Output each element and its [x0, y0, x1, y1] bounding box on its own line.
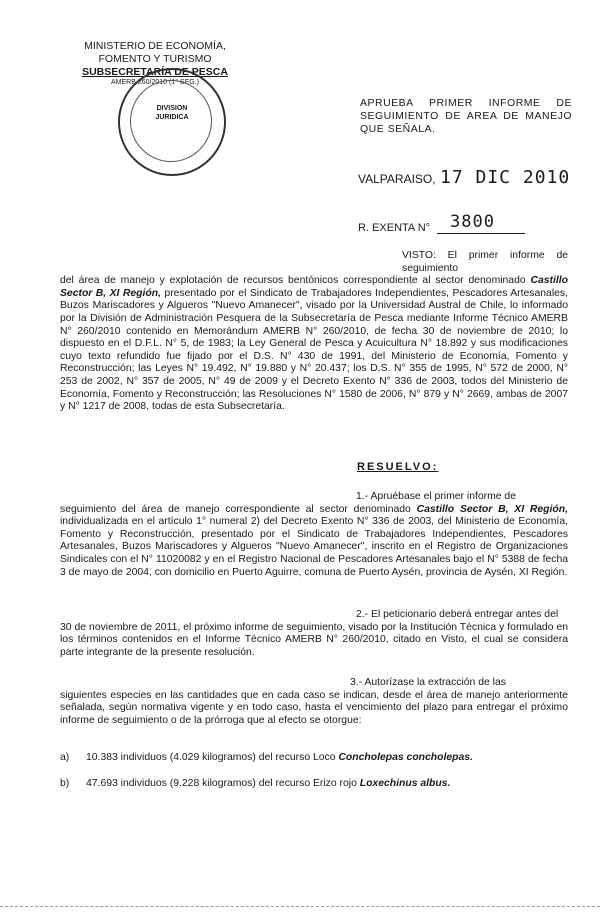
list-item-text	[86, 752, 473, 763]
article-1-text-b: individualizada en el artículo 1° numeral 2) del Decreto Exento N° 336 de 2003, del Ministerio de Economía, Fomento y Reconstrucción, presentado por el Sindicato de Trabajadores Independientes, Pescadores Artesanales, Buzos Mariscadores y Algueros "Nuevo Amanecer", inscrito en el Registro de Organizaciones Sindicales con el N° 11020082 y en el Registro Nacional de Pescadores Artesanales bajo el N° 5388 de fecha 3 de mayo de 2004, con domicilio en Puerto Aguirre, comuna de Puerto Aysén, provincia de Aysén, XI Región.	[60, 516, 568, 578]
visto-text-b: presentado por el Sindicato de Trabajadores Independientes, Pescadores Artesanales, Buzos Mariscadores y Algueros "Nuevo Amanecer", visado por la Universidad Austral de Chile, lo informado por la División de Administración Pesquera de la Subsecretaría de Pesca mediante Informe Técnico AMERB N° 260/2010 contenido en Memorándum AMERB N° 260/2010, de fecha 30 de noviembre de 2010; lo dispuesto en el D.F.L. N° 5, de 1983; la Ley General de Pesca y Acuicultura N° 18.892 y sus modificaciones cuyo texto refundido fue fijado por el D.S. N° 430 de 1991, del Ministerio de Economía, Fomento y Reconstrucción; las Leyes N° 19.492, N° 19.880 y N° 20.437; los D.S. N° 355 de 1995, N° 572 de 2000, N° 253 de 2002, N° 357 de 2005, N° 49 de 2009 y el Decreto Exento N° 336 de 2003, todos del Ministerio de Economía, Fomento y Reconstrucción; las Resoluciones N° 1580 de 2006, N° 879 y N° 2669, ambas de 2007 y N° 1217 de 2008, todas de esta Subsecretaría.	[60, 287, 568, 413]
list-item	[60, 752, 568, 778]
list-item-label: b)	[60, 778, 70, 789]
visto-text-a: del área de manejo y explotación de recursos bentónicos correspondiente al sector denominado	[60, 275, 531, 287]
page-bottom-edge	[0, 906, 600, 907]
place-label: VALPARAISO,	[358, 172, 436, 186]
visto-lead: VISTO: El primer informe de seguimiento	[402, 250, 568, 274]
reference-line: AMERB 260/2010 (1° SEG.)	[110, 79, 199, 86]
visto-paragraph	[60, 250, 568, 414]
division-juridica-stamp	[118, 68, 226, 176]
exenta-label: R. EXENTA N°	[358, 222, 431, 234]
subsecretaria-line: SUBSECRETARÍA DE PESCA	[82, 66, 228, 78]
list-item-quantity: 47.693 individuos (9.228 kilogramos) del recurso Erizo rojo	[86, 778, 360, 789]
ministry-line: MINISTERIO DE ECONOMÍA,	[84, 40, 226, 52]
article-1-sector: Castillo Sector B, XI Región,	[416, 503, 568, 515]
article-1-text-a: seguimiento del área de manejo correspondiente al sector denominado	[60, 503, 417, 515]
stamp-line-2: JURIDICA	[155, 114, 189, 121]
stamp-line-1: DIVISION	[156, 105, 188, 112]
article-2-body: 30 de noviembre de 2011, el próximo informe de seguimiento, visado por la Institución Técnica y formulado en los términos contenidos en el Informe Técnico AMERB N° 260/2010, citado en Visto, el cual se considera parte integrante de la presente resolución.	[60, 621, 568, 658]
date-stamp: 17 DIC 2010	[440, 167, 571, 188]
resolution-title: APRUEBA PRIMER INFORME DE SEGUIMIENTO DE AREA DE MANEJO QUE SEÑALA.	[360, 97, 572, 135]
list-item-species: Loxechinus albus.	[359, 778, 451, 789]
visto-sector: Castillo Sector B, XI Región,	[60, 275, 568, 299]
article-3-lead: 3.- Autorízase la extracción de las	[350, 677, 506, 688]
list-item-text	[86, 778, 450, 789]
article-2-lead: 2.- El peticionario deberá entregar antes del	[356, 609, 559, 620]
ministry-line-2: FOMENTO Y TURISMO	[98, 53, 212, 65]
resolution-article-2	[60, 609, 568, 659]
resolution-article-1	[60, 491, 568, 579]
list-item-label: a)	[60, 752, 70, 763]
article-1-body	[60, 504, 568, 580]
extraction-list	[60, 752, 568, 804]
resuelvo-heading: RESUELVO:	[357, 461, 439, 473]
resolution-article-3	[60, 677, 568, 727]
article-1-lead: 1.- Apruébase el primer informe de	[356, 491, 516, 502]
article-3-body: siguientes especies en las cantidades que en cada caso se indican, desde el área de manejo anteriormente señalada, según normativa vigente y en todo caso, hasta el vencimiento del plazo para entregar el próximo informe de seguimiento o de la prórroga que al efecto se otorgue:	[60, 689, 568, 726]
visto-body	[60, 275, 568, 414]
exenta-number: 3800	[450, 212, 495, 232]
stamp-text	[120, 104, 224, 122]
list-item	[60, 778, 568, 804]
list-item-quantity: 10.383 individuos (4.029 kilogramos) del recurso Loco	[86, 752, 339, 763]
exenta-underline	[437, 233, 525, 234]
list-item-species: Concholepas concholepas.	[338, 752, 473, 763]
